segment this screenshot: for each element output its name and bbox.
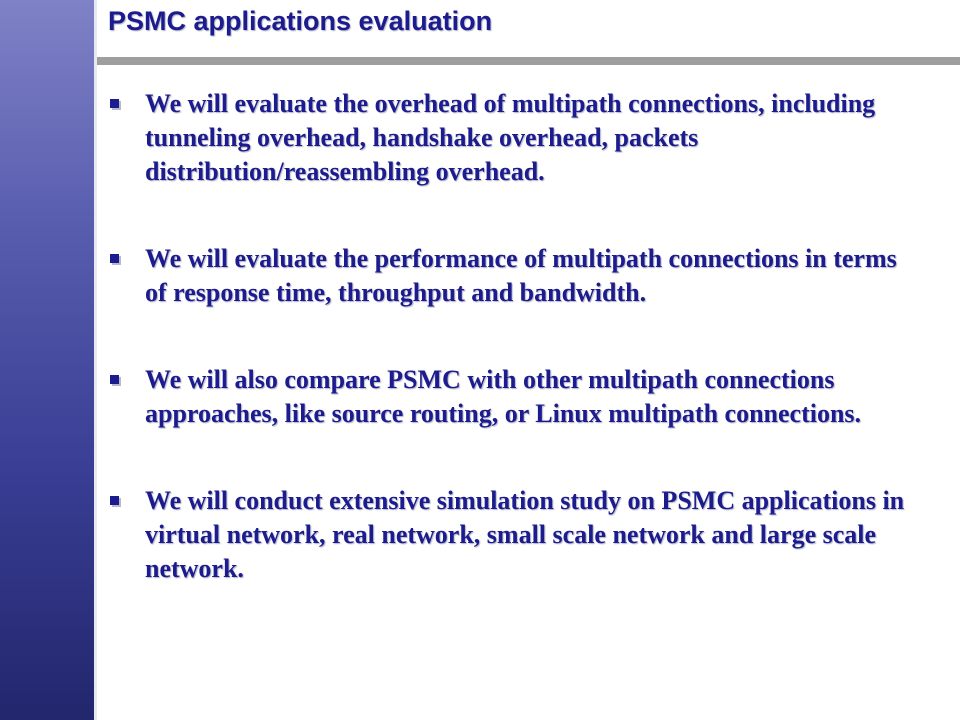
- title-underline-rule: [97, 57, 960, 65]
- bullet-list: [110, 87, 910, 586]
- square-bullet-icon: [110, 375, 119, 384]
- square-bullet-icon: [110, 254, 119, 263]
- bullet-text: We will evaluate the overhead of multipath connections, including tunneling overhead, handshake overhead, packets distribution/reassembling overhead.: [145, 89, 876, 186]
- square-bullet-icon: [110, 99, 119, 108]
- bullet-item-compare: [110, 363, 910, 431]
- bullet-item-performance: [110, 242, 910, 310]
- slide-title: PSMC applications evaluation: [108, 6, 493, 36]
- bullet-text: We will evaluate the performance of multipath connections in terms of response time, throughput and bandwidth.: [145, 244, 897, 307]
- bullet-item-simulation: [110, 484, 910, 586]
- bullet-text: We will also compare PSMC with other multipath connections approaches, like source routing, or Linux multipath connections.: [145, 365, 862, 428]
- bullet-text: We will conduct extensive simulation study on PSMC applications in virtual network, real network, small scale network and large scale network.: [145, 486, 905, 583]
- side-gradient-bar: [0, 0, 94, 720]
- square-bullet-icon: [110, 496, 119, 505]
- side-bar-edge: [94, 0, 97, 720]
- bullet-item-overhead: [110, 87, 910, 189]
